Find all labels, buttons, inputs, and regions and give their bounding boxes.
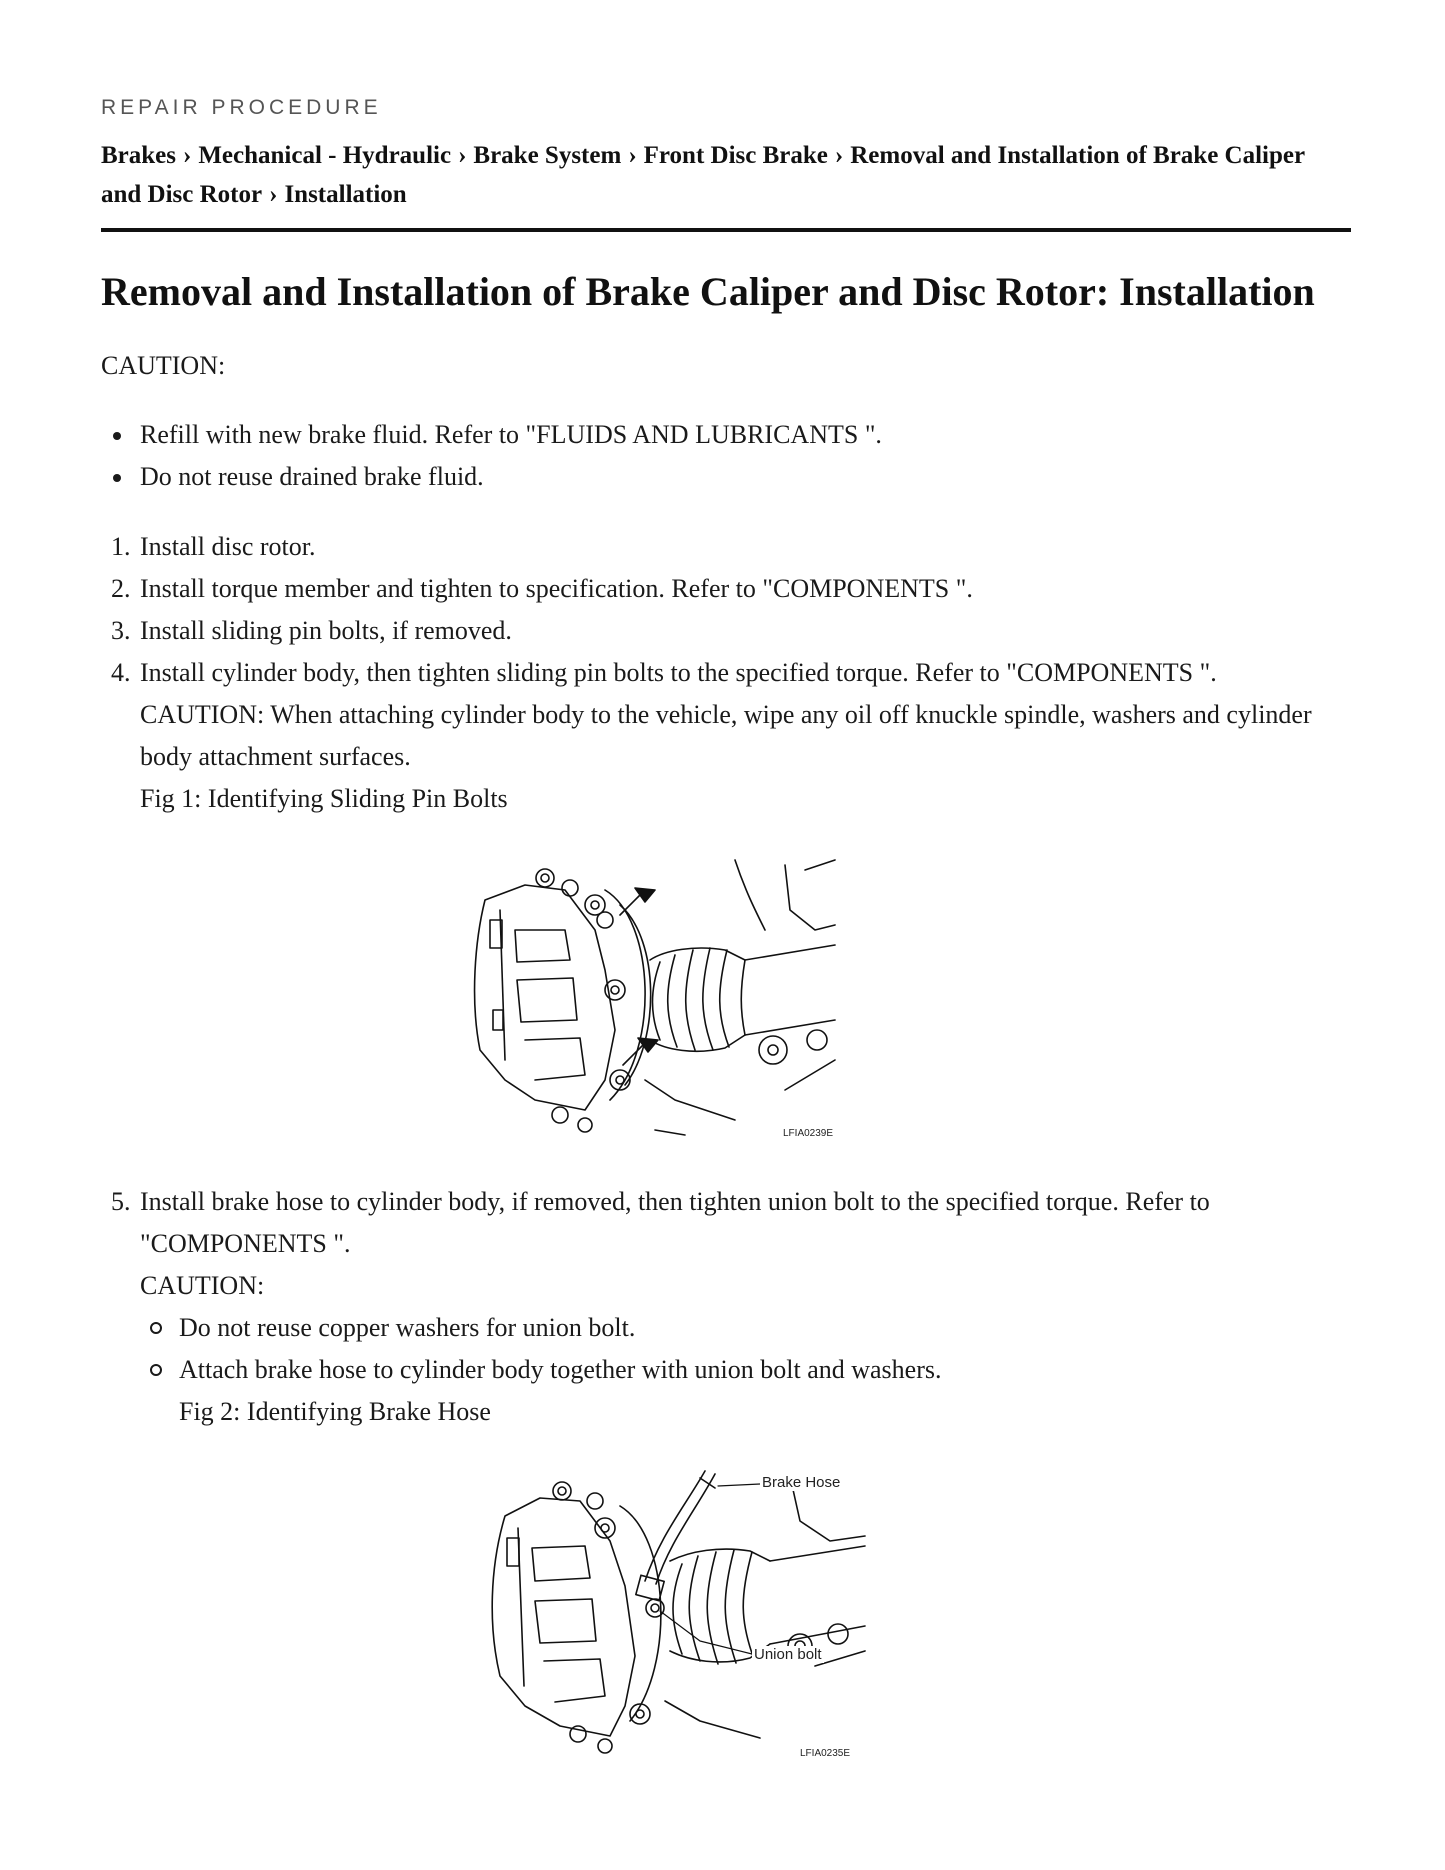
step-number: 1. bbox=[111, 532, 131, 561]
step-number: 2. bbox=[111, 574, 131, 603]
step-number: 5. bbox=[111, 1187, 131, 1216]
breadcrumb-item-front-disc-brake[interactable]: Front Disc Brake bbox=[643, 142, 828, 169]
breadcrumb-item-brake-system[interactable]: Brake System bbox=[473, 142, 622, 169]
figure-sliding-pin-bolts bbox=[445, 850, 845, 1145]
figure-brake-hose bbox=[460, 1466, 870, 1764]
figure-caption: Fig 2: Identifying Brake Hose bbox=[179, 1397, 491, 1426]
figure-caption: Fig 1: Identifying Sliding Pin Bolts bbox=[140, 784, 508, 813]
figure-code: LFIA0235E bbox=[800, 1748, 851, 1759]
callout-brake-hose: Brake Hose bbox=[762, 1474, 841, 1491]
step-text: Install disc rotor. bbox=[140, 532, 316, 561]
procedure-steps-continued bbox=[101, 1181, 1351, 1433]
caution-list bbox=[101, 414, 1351, 498]
step-item bbox=[101, 652, 1351, 820]
step-caution-list bbox=[140, 1307, 1320, 1433]
caution-item: Do not reuse drained brake fluid. bbox=[101, 456, 1351, 498]
caution-heading: CAUTION: bbox=[101, 351, 226, 380]
step-number: 4. bbox=[111, 658, 131, 687]
step-number: 3. bbox=[111, 616, 131, 645]
callout-union-bolt: Union bolt bbox=[754, 1646, 822, 1663]
breadcrumb-separator: › bbox=[834, 142, 844, 169]
step-text: Install sliding pin bolts, if removed. bbox=[140, 616, 512, 645]
step-item bbox=[101, 1181, 1351, 1433]
sub-item-text: Attach brake hose to cylinder body together with union bolt and washers. bbox=[179, 1355, 942, 1384]
sub-item bbox=[140, 1349, 1320, 1433]
caution-item: Refill with new brake fluid. Refer to "FLUIDS AND LUBRICANTS ". bbox=[101, 414, 1351, 456]
step-item bbox=[101, 568, 1351, 610]
step-item bbox=[101, 526, 1351, 568]
sub-item: Do not reuse copper washers for union bolt. bbox=[140, 1307, 1320, 1349]
figure-code: LFIA0239E bbox=[783, 1128, 834, 1139]
brake-caliper-hose-line-drawing-icon bbox=[460, 1466, 870, 1764]
breadcrumb-item-installation: Installation bbox=[284, 181, 407, 208]
step-caution-label: CAUTION: bbox=[140, 1271, 265, 1300]
brake-caliper-line-drawing-icon bbox=[445, 850, 845, 1145]
page-title: Removal and Installation of Brake Caliper and Disc Rotor: Installation bbox=[101, 269, 1315, 314]
step-text: Install cylinder body, then tighten sliding pin bolts to the specified torque. Refer to "COMPONENTS ". bbox=[140, 658, 1217, 687]
breadcrumb bbox=[101, 136, 1351, 214]
breadcrumb-separator: › bbox=[183, 142, 192, 169]
step-text: Install brake hose to cylinder body, if removed, then tighten union bolt to the specified torque. Refer to "COMPONENTS ". bbox=[140, 1187, 1210, 1258]
breadcrumb-item-removal-installation[interactable]: Removal and Installation of Brake Caliper and Disc Rotor bbox=[101, 142, 1305, 208]
breadcrumb-separator: › bbox=[628, 142, 637, 169]
header-divider bbox=[101, 228, 1351, 232]
step-text: Install torque member and tighten to specification. Refer to "COMPONENTS ". bbox=[140, 574, 973, 603]
breadcrumb-item-brakes[interactable]: Brakes bbox=[101, 142, 176, 169]
breadcrumb-separator: › bbox=[269, 181, 278, 208]
breadcrumb-item-mechanical-hydraulic[interactable]: Mechanical - Hydraulic bbox=[198, 142, 452, 169]
step-caution: CAUTION: When attaching cylinder body to the vehicle, wipe any oil off knuckle spindle, washers and cylinder body attachment surfaces. bbox=[140, 700, 1312, 771]
step-item bbox=[101, 610, 1351, 652]
procedure-steps bbox=[101, 526, 1351, 820]
breadcrumb-separator: › bbox=[458, 142, 467, 169]
section-kicker: REPAIR PROCEDURE bbox=[101, 96, 382, 119]
